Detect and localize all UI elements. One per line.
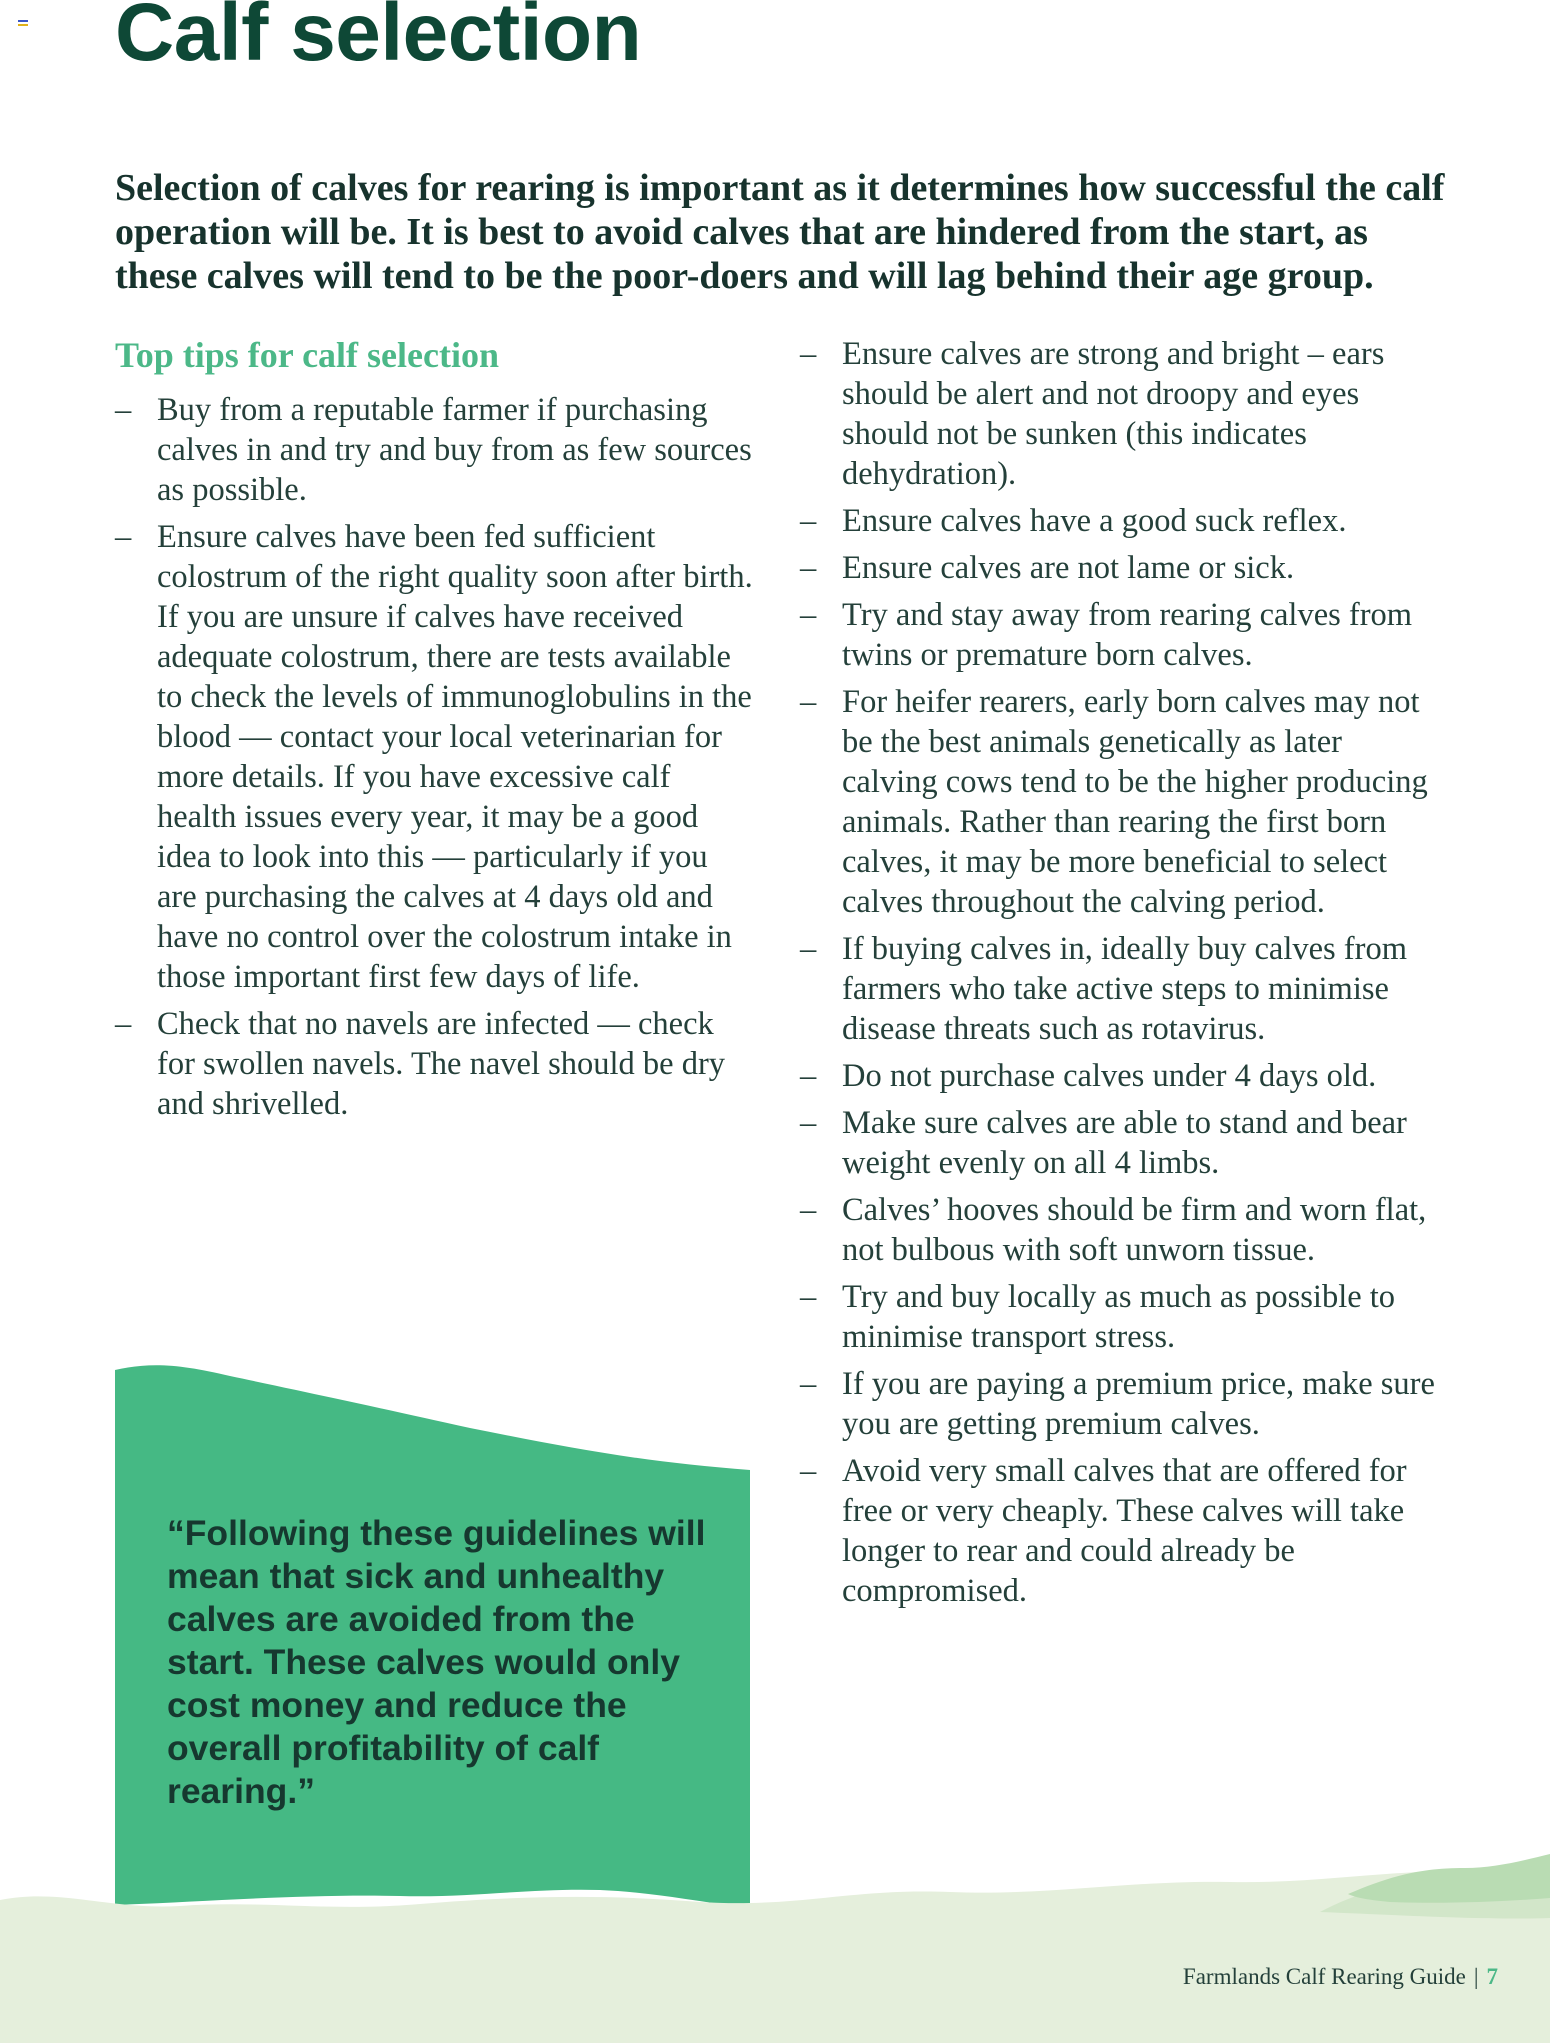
dash-bullet: –: [115, 1006, 132, 1042]
dash-bullet: –: [800, 550, 817, 586]
intro-paragraph: Selection of calves for rearing is important as it determines how successful the calf operation will be. It is best to avoid calves that are hindered from the start, as these calves will tend to be the poor-doers and will lag behind their age group.: [115, 167, 1445, 297]
list-item: [115, 390, 755, 510]
tip-text: Avoid very small calves that are offered for free or very cheaply. These calves will take longer to rear and could already be compromised.: [842, 1453, 1407, 1609]
tip-text: Do not purchase calves under 4 days old.: [842, 1058, 1377, 1094]
left-column: [115, 334, 755, 1131]
list-item: [115, 1004, 755, 1124]
dash-bullet: –: [800, 1279, 817, 1315]
dash-bullet: –: [800, 1058, 817, 1094]
dash-bullet: –: [800, 503, 817, 539]
page-footer: [1183, 1964, 1498, 1990]
list-item: [800, 1190, 1440, 1270]
tip-text: Buy from a reputable farmer if purchasing calves in and try and buy from as few sources as possible.: [157, 392, 752, 508]
pull-quote: “Following these guidelines will mean that sick and unhealthy calves are avoided from the start. These calves would only cost money and reduce the overall profitability of calf rearing.”: [167, 1513, 706, 1811]
list-item: [800, 1277, 1440, 1357]
tip-text: Check that no navels are infected — check for swollen navels. The navel should be dry and shrivelled.: [157, 1006, 726, 1122]
tips-heading: Top tips for calf selection: [115, 335, 499, 375]
list-item: [800, 595, 1440, 675]
dash-bullet: –: [800, 1453, 817, 1489]
tip-text: Ensure calves are strong and bright – ears should be alert and not droopy and eyes should not be sunken (this indicates dehydration).: [842, 336, 1385, 492]
guide-name: Farmlands Calf Rearing Guide: [1182, 1964, 1466, 1989]
list-item: [800, 929, 1440, 1049]
list-item: [800, 334, 1440, 494]
page-title: Calf selection: [115, 0, 642, 78]
dash-bullet: –: [800, 931, 817, 967]
footer-separator: |: [1473, 1964, 1479, 1989]
tip-text: Ensure calves have a good suck reflex.: [842, 503, 1347, 539]
dash-bullet: –: [800, 597, 817, 633]
tip-text: For heifer rearers, early born calves may not be the best animals genetically as later calving cows tend to be the higher producing animals. Rather than rearing the first born calves, it may be more beneficial to select calves throughout the calving period.: [842, 684, 1428, 920]
list-item: [800, 1056, 1440, 1096]
tip-text: Ensure calves have been fed sufficient colostrum of the right quality soon after birth. If you are unsure if calves have received adequate colostrum, there are tests available to check the levels of immunoglobulins in the blood — contact your local veterinarian for more details. If you have excessive calf health issues every year, it may be a good idea to look into this — particularly if you are purchasing the calves at 4 days old and have no control over the colostrum intake in those important first few days of life.: [157, 519, 753, 995]
list-item: [800, 1364, 1440, 1444]
dash-bullet: –: [800, 336, 817, 372]
list-item: [800, 501, 1440, 541]
tip-text: If buying calves in, ideally buy calves from farmers who take active steps to minimise disease threats such as rotavirus.: [842, 931, 1407, 1047]
tip-text: Calves’ hooves should be firm and worn flat, not bulbous with soft unworn tissue.: [842, 1192, 1427, 1268]
list-item: [800, 1451, 1440, 1611]
right-column: [800, 334, 1440, 1618]
right-tips-list: [800, 334, 1440, 1611]
dash-bullet: –: [800, 1192, 817, 1228]
tip-text: Try and buy locally as much as possible to minimise transport stress.: [842, 1279, 1396, 1355]
dash-bullet: –: [800, 684, 817, 720]
dash-bullet: –: [115, 519, 132, 555]
list-item: [800, 682, 1440, 922]
tip-text: Try and stay away from rearing calves from twins or premature born calves.: [842, 597, 1413, 673]
dash-bullet: –: [800, 1105, 817, 1141]
tip-text: Ensure calves are not lame or sick.: [842, 550, 1295, 586]
page-number: 7: [1486, 1964, 1498, 1989]
list-item: [115, 517, 755, 997]
tip-text: If you are paying a premium price, make sure you are getting premium calves.: [842, 1366, 1435, 1442]
dash-bullet: –: [115, 392, 132, 428]
left-tips-list: [115, 390, 755, 1124]
list-item: [800, 1103, 1440, 1183]
dash-bullet: –: [800, 1366, 817, 1402]
list-item: [800, 548, 1440, 588]
tip-text: Make sure calves are able to stand and bear weight evenly on all 4 limbs.: [842, 1105, 1407, 1181]
